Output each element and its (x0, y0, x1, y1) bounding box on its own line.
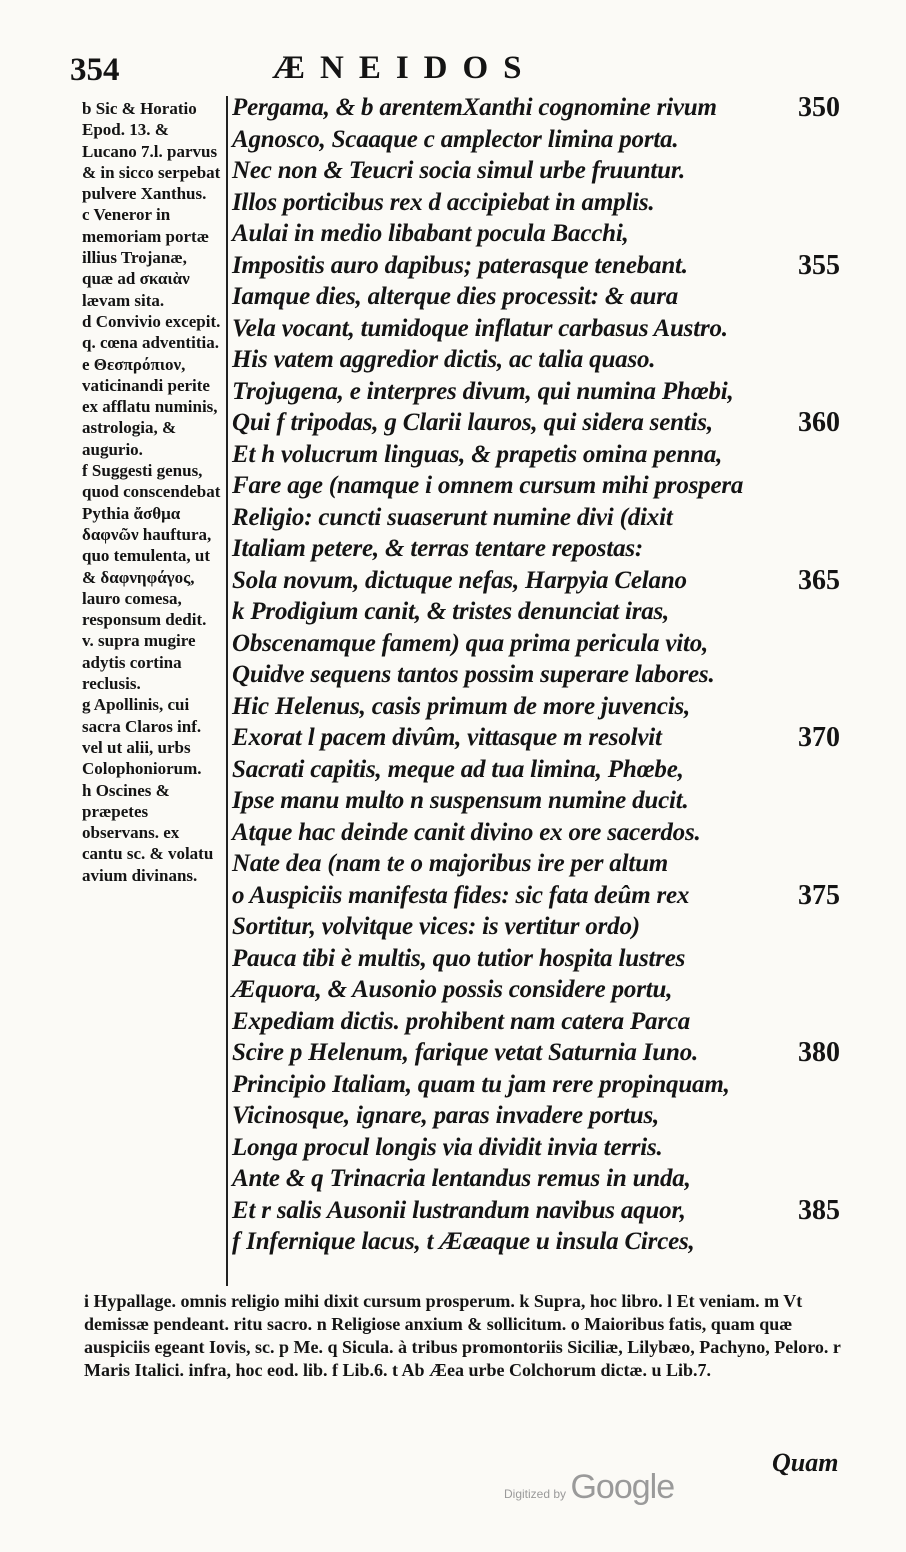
verse-line: Religio: cuncti suaserunt numine divi (dixit (232, 503, 673, 531)
verse-line: o Auspiciis manifesta fides: sic fata deûm rex (232, 881, 690, 909)
verse-line: Qui f tripodas, g Clarii lauros, qui sidera sentis, (232, 409, 713, 436)
footnote: l Et veniam. (667, 1291, 760, 1311)
verse-line: Ipse manu multo n suspensum numine ducit. (232, 787, 689, 814)
verse-line: Principio Italiam, quam tu jam rere propinquam, (232, 1070, 730, 1098)
verse-line: Sacrati capitis, meque ad tua limina, Phœbe, (232, 755, 684, 783)
verse-line: f Infernique lacus, t Ææaque u insula Circes, (232, 1228, 695, 1255)
footnote: p Me. (279, 1337, 324, 1357)
verse-line: Illos porticibus rex d accipiebat in amplis. (232, 188, 655, 216)
footnotes (84, 1290, 844, 1382)
verse-line: Scire p Helenum, farique vetat Saturnia Iuno. (232, 1039, 699, 1066)
verse-line: Agnosco, Scaaque c amplector limina porta. (232, 125, 679, 153)
verse-line: Pergama, & b arentemXanthi cognomine rivum (232, 94, 717, 121)
footnote: r Maris Italici. infra, hoc eod. lib. (84, 1337, 841, 1380)
verse-line: Italiam petere, & terras tentare repostas: (232, 535, 644, 562)
footnote: q Sicula. à tribus promontoriis Siciliæ, Lilybæo, Pachyno, Peloro. (327, 1337, 829, 1357)
footnote: k Supra, hoc libro. (519, 1291, 663, 1311)
google-logo: Google (570, 1468, 675, 1506)
column-divider (226, 96, 228, 1286)
margin-note: f Suggesti genus, quod conscendebat Pythia ἄσθμα δαφνῶν hauftura, quo temulenta, ut & δαφνηφάγος, lauro comesa, responsum dedit. v. supra mugire adytis cortina reclusis. (82, 461, 221, 694)
verse-line: Trojugena, e interpres divum, qui numina Phœbi, (232, 377, 734, 405)
footnote: t Ab Æea urbe Colchorum dictæ. (392, 1360, 647, 1380)
margin-note: b Sic & Horatio Epod. 13. & Lucano 7.l. parvus & in sicco serpebat pulvere Xanthus. (82, 99, 221, 204)
footnote: o Maioribus fatis, quam quæ auspiciis egeant Iovis, sc. (84, 1314, 793, 1357)
verse-line: Et h volucrum linguas, & prapetis omina penna, (232, 440, 723, 468)
verse-line: Longa procul longis via dividit invia terris. (232, 1133, 663, 1161)
line-number: 365 (798, 565, 840, 596)
verse-line: Æquora, & Ausonio possis considere portu, (232, 976, 673, 1003)
line-number: 375 (798, 880, 840, 911)
verse-line: Iamque dies, alterque dies processit: & aura (232, 283, 679, 310)
verse-line: Atque hac deinde canit divino ex ore sacerdos. (232, 818, 701, 846)
verse-line: Vela vocant, tumidoque inflatur carbasus Austro. (232, 314, 728, 342)
verse-line: Aulai in medio libabant pocula Bacchi, (232, 220, 629, 247)
verse-line: Vicinosque, ignare, paras invadere portus, (232, 1102, 660, 1129)
line-number: 385 (798, 1195, 840, 1226)
page-number: 354 (70, 52, 120, 88)
verse-line: Expediam dictis. prohibent nam catera Parca (232, 1007, 691, 1035)
footnote: u Lib.7. (651, 1360, 712, 1380)
margin-note: h Oscines & præpetes observans. ex cantu sc. & volatu avium divinans. (82, 780, 214, 885)
line-number: 370 (798, 722, 840, 753)
verse-line: Sola novum, dictuque nefas, Harpyia Celano (232, 566, 687, 594)
digitized-watermark (504, 1468, 674, 1507)
verse-line: Hic Helenus, casis primum de more juvencis, (232, 692, 691, 720)
verse-line: Fare age (namque i omnem cursum mihi prospera (232, 472, 744, 499)
watermark-prefix: Digitized by (504, 1487, 567, 1501)
verse-line: Quidve sequens tantos possim superare labores. (232, 661, 715, 688)
verse-line: His vatem aggredior dictis, ac talia quaso. (232, 346, 656, 373)
verse-line: k Prodigium canit, & tristes denunciat iras, (232, 598, 670, 625)
margin-note: g Apollinis, cui sacra Claros inf. vel ut alii, urbs Colophoniorum. (82, 695, 202, 779)
verse-line: Exorat l pacem divûm, vittasque m resolvit (232, 724, 662, 751)
verse-line: Et r salis Ausonii lustrandum navibus aquor, (232, 1196, 686, 1224)
footnote: f Lib.6. (331, 1360, 388, 1380)
verse-line: Ante & q Trinacria lentandus remus in unda, (232, 1165, 691, 1192)
catchword: Quam (772, 1448, 839, 1477)
line-number: 380 (798, 1037, 840, 1068)
footnote: m Vt demissæ pendeant. ritu sacro. (84, 1291, 803, 1334)
line-number: 350 (798, 92, 840, 123)
margin-note: c Veneror in memoriam portæ illius Trojanæ, quæ ad σκαιὰν lævam sita. (82, 205, 209, 310)
running-head: ÆNEIDOS (272, 50, 537, 86)
verse-line: Obscenamque famem) qua prima pericula vito, (232, 629, 709, 657)
margin-notes (82, 98, 222, 886)
line-number: 360 (798, 407, 840, 438)
line-number: 355 (798, 250, 840, 281)
footnote: n Religiose anxium & sollicitum. (316, 1314, 567, 1334)
verse-line: Sortitur, volvitque vices: is vertitur ordo) (232, 913, 640, 940)
verse-line: Pauca tibi è multis, quo tutior hospita lustres (232, 944, 686, 972)
margin-note: e Θεσπρόπιον, vaticinandi perite ex afflatu numinis, astrologia, & augurio. (82, 354, 218, 459)
verse-line: Impositis auro dapibus; paterasque tenebant. (232, 251, 688, 279)
footnote: i Hypallage. omnis religio mihi dixit cursum prosperum. (84, 1291, 515, 1311)
verse-line: Nate dea (nam te o majoribus ire per altum (232, 850, 669, 877)
margin-note: d Convivio excepit. q. cœna adventitia. (82, 311, 221, 353)
verse-line: Nec non & Teucri socia simul urbe fruuntur. (232, 157, 686, 184)
